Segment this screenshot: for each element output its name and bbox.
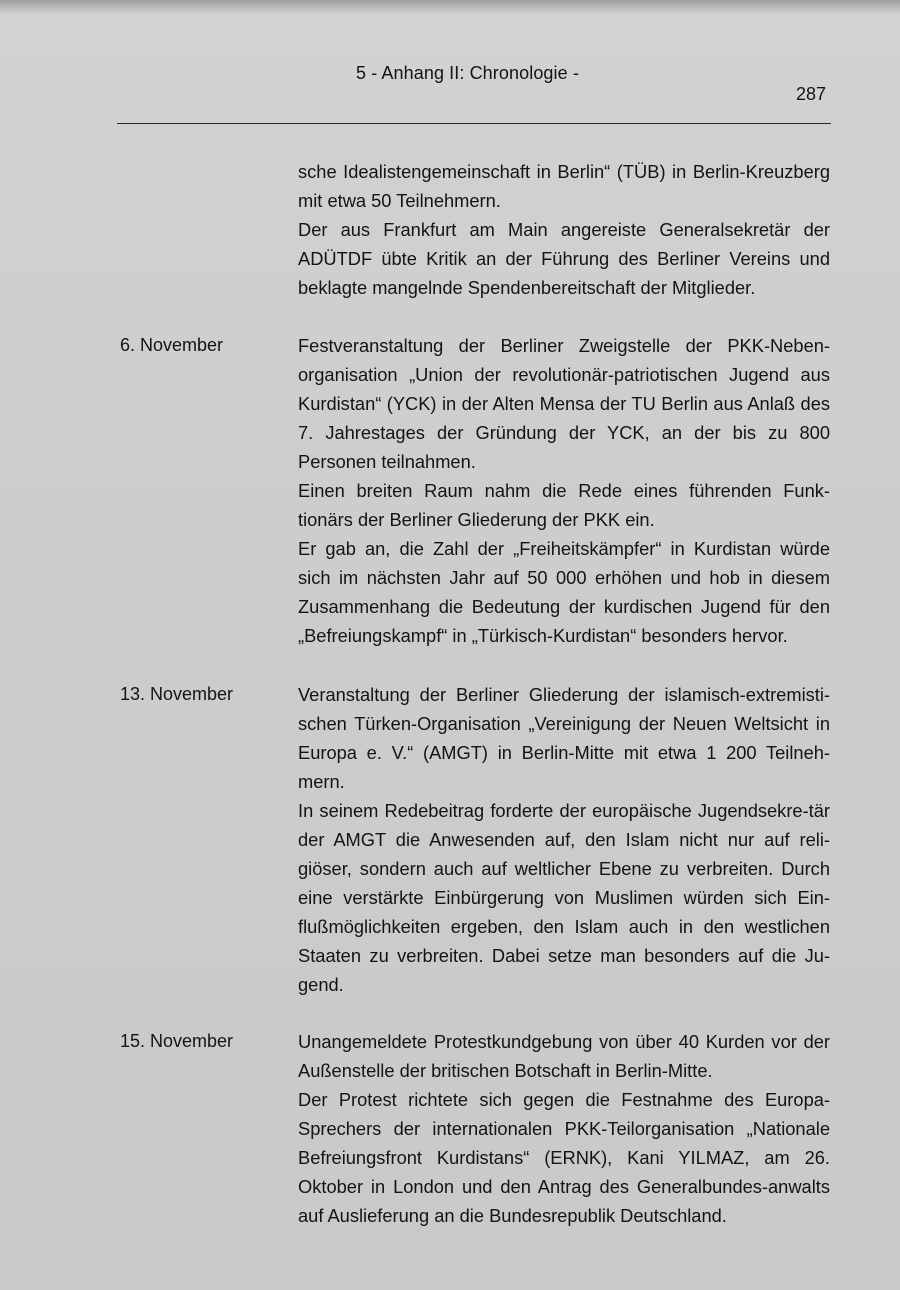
paragraph: Festveranstaltung der Berliner Zweigstelle der PKK-Neben-organisation „Union der revolutionär-patriotischen Jugend aus Kurdistan“ (YCK) in der Alten Mensa der TU Berlin aus Anlaß des 7. Jahrestages der Gründung der YCK, an der bis zu 800 Personen teilnahmen. xyxy=(298,335,830,472)
paragraph: Veranstaltung der Berliner Gliederung der islamisch-extremisti-schen Türken-Organisation „Vereinigung der Neuen Weltsicht in Europa e. V.“ (AMGT) in Berlin-Mitte mit etwa 1 200 Teilneh-mern. xyxy=(298,684,830,792)
entry-date: 6. November xyxy=(120,335,224,355)
paragraph: In seinem Redebeitrag forderte der europäische Jugendsekre-tär der AMGT die Anwesenden auf, den Islam nicht nur auf reli-giöser, sondern auch auf weltlicher Ebene zu verbreiten. Durch eine verstärkte Einbürgerung von Muslimen würden sich Ein-flußmöglichkeiten ergeben, den Islam auch in den westlichen Staaten zu verbreiten. Dabei setze man besonders auf die Ju-gend. xyxy=(298,800,830,995)
paragraph: Einen breiten Raum nahm die Rede eines führenden Funk-tionärs der Berliner Gliederung der PKK ein. xyxy=(298,480,830,530)
paragraph: Der aus Frankfurt am Main angereiste Generalsekretär der ADÜTDF übte Kritik an der Führung des Berliner Vereins und beklagte mangelnde Spendenbereitschaft der Mitglieder. xyxy=(298,219,830,298)
page-number: 287 xyxy=(796,84,827,104)
paragraph: Er gab an, die Zahl der „Freiheitskämpfer“ in Kurdistan würde sich im nächsten Jahr auf 50 000 erhöhen und hob in diesem Zusammenhang die Bedeutung der kurdischen Jugend für den „Befreiungskampf“ in „Türkisch-Kurdistan“ besonders hervor. xyxy=(298,538,830,646)
paragraph: sche Idealistengemeinschaft in Berlin“ (TÜB) in Berlin-Kreuzberg mit etwa 50 Teilnehmern. xyxy=(298,161,830,211)
entry-date: 15. November xyxy=(120,1031,234,1051)
paragraph: Der Protest richtete sich gegen die Festnahme des Europa-Sprechers der internationalen PKK-Teilorganisation „Nationale Befreiungsfront Kurdistans“ (ERNK), Kani YILMAZ, am 26. Oktober in London und den Antrag des Generalbundes-anwalts auf Auslieferung an die Bundesrepublik Deutschland. xyxy=(298,1089,830,1226)
entry-text xyxy=(298,1027,830,1230)
entry-text xyxy=(298,680,830,999)
scan-top-edge xyxy=(0,0,900,14)
running-head: 5 - Anhang II: Chronologie - xyxy=(356,63,579,83)
header-rule xyxy=(117,123,831,124)
entry-date: 13. November xyxy=(120,684,234,704)
paragraph: Unangemeldete Protestkundgebung von über 40 Kurden vor der Außenstelle der britischen Botschaft in Berlin-Mitte. xyxy=(298,1031,830,1081)
continuation-text xyxy=(298,157,830,302)
entry-text xyxy=(298,331,830,650)
